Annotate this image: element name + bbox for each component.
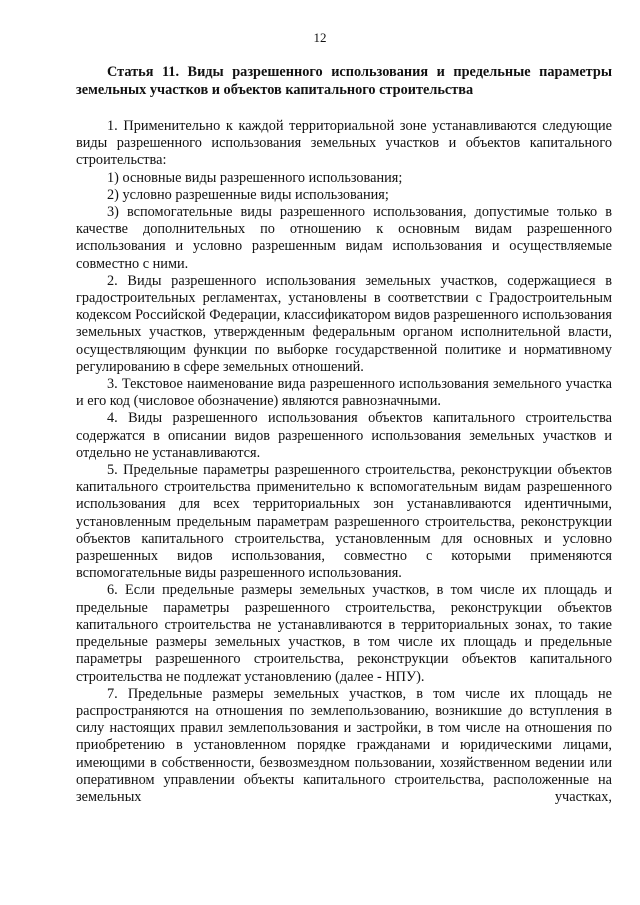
paragraph-5: 5. Предельные параметры разрешенного строительства, реконструкции объектов капитального строительства применительно к вспомогательным видам разрешенного использования для всех территориальных зон устанавливаются идентичными, установленным предельным параметрам разрешенного строительства, реконструкции объектов капитального строительства, установленным для основных и условно разрешенных видов использования, совместно с которыми применяются вспомогательные виды разрешенного использования.	[76, 462, 612, 582]
paragraph-6: 6. Если предельные размеры земельных участков, в том числе их площадь и предельные параметры разрешенного строительства, реконструкции объектов капитального строительства не устанавливаются в территориальных зонах, то такие предельные размеры земельных участков, в том числе их площадь и предельные параметры разрешенного строительства, реконструкции объектов капитального строительства не подлежат установлению (далее - НПУ).	[76, 582, 612, 685]
article-heading: Статья 11. Виды разрешенного использования и предельные параметры земельных участков и объектов капитального строительства	[76, 64, 612, 98]
page-number: 12	[313, 30, 327, 45]
paragraph-7: 7. Предельные размеры земельных участков, в том числе их площадь не распространяются на отношения по землепользованию, возникшие до вступления в силу настоящих правил землепользования и застройки, в том числе на отношения по приобретению в установленном порядке гражданами и юридическими лицами, имеющими в собственности, безвозмездном пользовании, хозяйственном ведении или оперативном управлении объекты капитального строительства, расположенные на земельных участках,	[76, 685, 612, 805]
list-item-1: 1) основные виды разрешенного использования;	[107, 169, 403, 186]
paragraph-2: 2. Виды разрешенного использования земельных участков, содержащиеся в градостроительных регламентах, установлены в соответствии с Градостроительным кодексом Российской Федерации, классификатором видов разрешенного использования земельных участков, утвержденным федеральным органом исполнительной власти, осуществляющим функции по выборке государственной политике и нормативному регулированию в сфере земельных отношений.	[76, 272, 612, 375]
list-item-3: 3) вспомогательные виды разрешенного использования, допустимые только в качестве дополнительных по отношению к основным видам разрешенного использования и условно разрешенным видам использования и осуществляемые совместно с ними.	[76, 204, 612, 272]
paragraph-3: 3. Текстовое наименование вида разрешенного использования земельного участка и его код (числовое обозначение) являются равнозначными.	[76, 376, 612, 410]
paragraph-4: 4. Виды разрешенного использования объектов капитального строительства содержатся в описании видов разрешенного использования земельных участков и отдельно не устанавливаются.	[76, 410, 612, 461]
paragraph-1: 1. Применительно к каждой территориальной зоне устанавливаются следующие виды разрешенного использования земельных участков и объектов капитального строительства:	[76, 118, 612, 169]
document-body	[76, 63, 612, 806]
list-item-2: 2) условно разрешенные виды использования;	[107, 186, 389, 203]
